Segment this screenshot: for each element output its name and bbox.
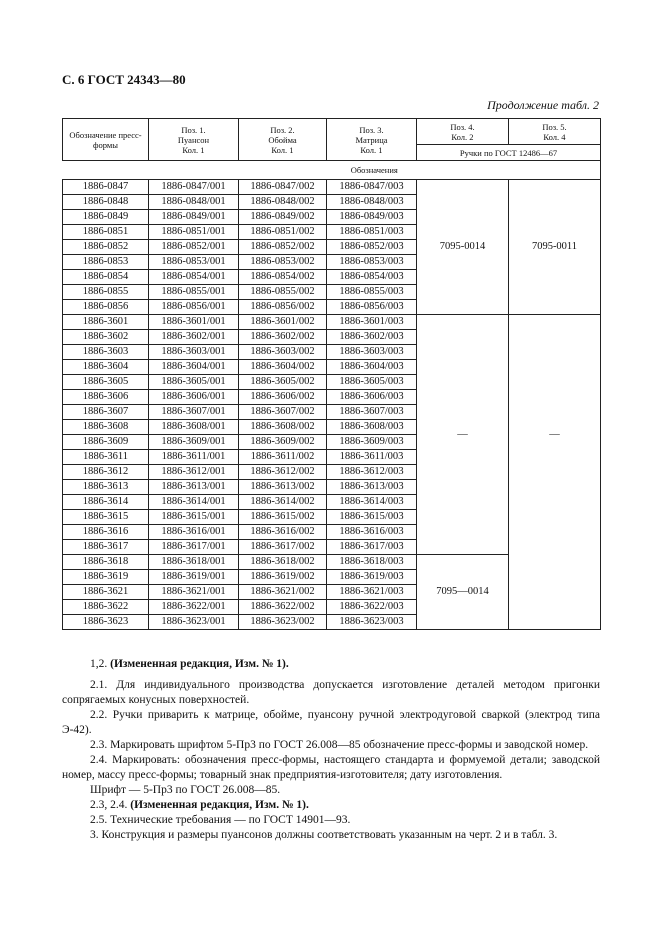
punch-cell: 1886-0851/001 <box>149 225 239 240</box>
punch-cell: 1886-3609/001 <box>149 435 239 450</box>
die-cell: 1886-3616/003 <box>327 525 417 540</box>
die-cell: 1886-3611/003 <box>327 450 417 465</box>
holder-cell: 1886-0855/002 <box>239 285 327 300</box>
holder-cell: 1886-3621/002 <box>239 585 327 600</box>
die-cell: 1886-0852/003 <box>327 240 417 255</box>
table-row <box>63 180 601 195</box>
holder-cell: 1886-3614/002 <box>239 495 327 510</box>
col-pos5-header: Поз. 5. Кол. 4 <box>509 119 601 145</box>
holder-cell: 1886-3606/002 <box>239 390 327 405</box>
mold-designation-cell: 1886-3619 <box>63 570 149 585</box>
holder-cell: 1886-3617/002 <box>239 540 327 555</box>
holder-cell: 1886-3618/002 <box>239 555 327 570</box>
die-cell: 1886-3617/003 <box>327 540 417 555</box>
die-cell: 1886-3612/003 <box>327 465 417 480</box>
mold-designation-cell: 1886-3622 <box>63 600 149 615</box>
mold-designation-cell: 1886-3616 <box>63 525 149 540</box>
holder-cell: 1886-3619/002 <box>239 570 327 585</box>
holder-cell: 1886-3604/002 <box>239 360 327 375</box>
mold-designation-cell: 1886-3615 <box>63 510 149 525</box>
note-2-1: 2.1. Для индивидуального производства допускается изготовление деталей методом пригонки сопрягаемых конусных поверхностей. <box>62 679 600 706</box>
holder-cell: 1886-3603/002 <box>239 345 327 360</box>
mold-designation-cell: 1886-0851 <box>63 225 149 240</box>
punch-cell: 1886-3616/001 <box>149 525 239 540</box>
punch-cell: 1886-3608/001 <box>149 420 239 435</box>
punch-cell: 1886-0855/001 <box>149 285 239 300</box>
note-amendment-1-2: 1,2. (Измененная редакция, Изм. № 1). <box>90 658 289 670</box>
table-row <box>63 315 601 330</box>
punch-cell: 1886-3617/001 <box>149 540 239 555</box>
die-cell: 1886-3614/003 <box>327 495 417 510</box>
holder-cell: 1886-3623/002 <box>239 615 327 630</box>
designations-subheader: Обозначения <box>63 161 601 180</box>
holder-cell: 1886-0848/002 <box>239 195 327 210</box>
punch-cell: 1886-3614/001 <box>149 495 239 510</box>
punch-cell: 1886-0849/001 <box>149 210 239 225</box>
mold-designation-cell: 1886-0855 <box>63 285 149 300</box>
die-cell: 1886-0856/003 <box>327 300 417 315</box>
mold-designation-cell: 1886-3612 <box>63 465 149 480</box>
die-cell: 1886-3609/003 <box>327 435 417 450</box>
die-cell: 1886-0847/003 <box>327 180 417 195</box>
holder-cell: 1886-3612/002 <box>239 465 327 480</box>
mold-designation-cell: 1886-3605 <box>63 375 149 390</box>
holder-cell: 1886-3605/002 <box>239 375 327 390</box>
die-cell: 1886-3619/003 <box>327 570 417 585</box>
holder-cell: 1886-3611/002 <box>239 450 327 465</box>
table-continuation-label: Продолжение табл. 2 <box>487 98 599 112</box>
pos4-handle-cell: 7095-0014 <box>417 180 509 315</box>
mold-designation-cell: 1886-0852 <box>63 240 149 255</box>
punch-cell: 1886-3601/001 <box>149 315 239 330</box>
mold-designation-cell: 1886-0849 <box>63 210 149 225</box>
note-2-4: 2.4. Маркировать: обозначения пресс-формы, настоящего стандарта и формуемой детали; заводской номер, массу пресс-формы; товарный знак предприятия-изготовителя; дату изготовления. <box>62 754 600 781</box>
mold-designation-cell: 1886-3617 <box>63 540 149 555</box>
note-2-3: 2.3. Маркировать шрифтом 5-Пр3 по ГОСТ 26.008—85 обозначение пресс-формы и заводской номер. <box>90 739 589 751</box>
mold-designation-cell: 1886-0848 <box>63 195 149 210</box>
col-pos4-header: Поз. 4. Кол. 2 <box>417 119 509 145</box>
die-cell: 1886-3622/003 <box>327 600 417 615</box>
mold-designation-cell: 1886-3604 <box>63 360 149 375</box>
mold-designation-cell: 1886-3602 <box>63 330 149 345</box>
mold-designation-cell: 1886-3621 <box>63 585 149 600</box>
mold-designation-cell: 1886-3601 <box>63 315 149 330</box>
mold-designation-cell: 1886-3618 <box>63 555 149 570</box>
holder-cell: 1886-3602/002 <box>239 330 327 345</box>
die-cell: 1886-3602/003 <box>327 330 417 345</box>
mold-designation-cell: 1886-3606 <box>63 390 149 405</box>
note-2-5: 2.5. Технические требования — по ГОСТ 14901—93. <box>90 814 351 826</box>
mold-designation-cell: 1886-3608 <box>63 420 149 435</box>
mold-designation-cell: 1886-3613 <box>63 480 149 495</box>
punch-cell: 1886-3613/001 <box>149 480 239 495</box>
note-amendment-2-3-2-4: 2.3, 2.4. (Измененная редакция, Изм. № 1). <box>90 799 309 811</box>
holder-cell: 1886-3616/002 <box>239 525 327 540</box>
punch-cell: 1886-0854/001 <box>149 270 239 285</box>
col-pos2-header: Поз. 2. Обойма Кол. 1 <box>239 119 327 161</box>
die-cell: 1886-0848/003 <box>327 195 417 210</box>
die-cell: 1886-3605/003 <box>327 375 417 390</box>
punch-cell: 1886-3612/001 <box>149 465 239 480</box>
mold-designation-cell: 1886-0853 <box>63 255 149 270</box>
punch-cell: 1886-3602/001 <box>149 330 239 345</box>
pos4-handle-cell: — <box>417 315 509 555</box>
mold-designation-cell: 1886-3603 <box>63 345 149 360</box>
holder-cell: 1886-0856/002 <box>239 300 327 315</box>
punch-cell: 1886-0856/001 <box>149 300 239 315</box>
mold-designation-cell: 1886-3609 <box>63 435 149 450</box>
mold-designation-cell: 1886-0854 <box>63 270 149 285</box>
note-3: 3. Конструкция и размеры пуансонов должны соответствовать указанным на черт. 2 и в табл. 3. <box>90 829 558 841</box>
mold-designation-cell: 1886-0847 <box>63 180 149 195</box>
mold-designation-cell: 1886-0856 <box>63 300 149 315</box>
punch-cell: 1886-3603/001 <box>149 345 239 360</box>
pos4-handle-cell: 7095—0014 <box>417 555 509 630</box>
pos5-handle-cell: 7095-0011 <box>509 180 601 315</box>
holder-cell: 1886-3622/002 <box>239 600 327 615</box>
die-cell: 1886-0854/003 <box>327 270 417 285</box>
die-cell: 1886-3604/003 <box>327 360 417 375</box>
punch-cell: 1886-0847/001 <box>149 180 239 195</box>
holder-cell: 1886-0849/002 <box>239 210 327 225</box>
handles-standard-header: Ручки по ГОСТ 12486—67 <box>417 145 601 161</box>
holder-cell: 1886-0851/002 <box>239 225 327 240</box>
punch-cell: 1886-3607/001 <box>149 405 239 420</box>
notes-section <box>62 657 600 843</box>
punch-cell: 1886-0848/001 <box>149 195 239 210</box>
mold-designation-cell: 1886-3614 <box>63 495 149 510</box>
holder-cell: 1886-0852/002 <box>239 240 327 255</box>
die-cell: 1886-3615/003 <box>327 510 417 525</box>
die-cell: 1886-3607/003 <box>327 405 417 420</box>
holder-cell: 1886-3615/002 <box>239 510 327 525</box>
mold-designation-cell: 1886-3607 <box>63 405 149 420</box>
die-cell: 1886-0851/003 <box>327 225 417 240</box>
die-cell: 1886-0855/003 <box>327 285 417 300</box>
holder-cell: 1886-3601/002 <box>239 315 327 330</box>
die-cell: 1886-3618/003 <box>327 555 417 570</box>
die-cell: 1886-0849/003 <box>327 210 417 225</box>
die-cell: 1886-3603/003 <box>327 345 417 360</box>
pos5-handle-cell: — <box>509 315 601 630</box>
punch-cell: 1886-3621/001 <box>149 585 239 600</box>
die-cell: 1886-3601/003 <box>327 315 417 330</box>
holder-cell: 1886-3613/002 <box>239 480 327 495</box>
holder-cell: 1886-0847/002 <box>239 180 327 195</box>
col-pos3-header: Поз. 3. Матрица Кол. 1 <box>327 119 417 161</box>
holder-cell: 1886-0854/002 <box>239 270 327 285</box>
punch-cell: 1886-0852/001 <box>149 240 239 255</box>
die-cell: 1886-0853/003 <box>327 255 417 270</box>
designations-table <box>62 118 601 630</box>
die-cell: 1886-3608/003 <box>327 420 417 435</box>
punch-cell: 1886-0853/001 <box>149 255 239 270</box>
table-body <box>63 180 601 630</box>
holder-cell: 1886-3609/002 <box>239 435 327 450</box>
die-cell: 1886-3606/003 <box>327 390 417 405</box>
holder-cell: 1886-0853/002 <box>239 255 327 270</box>
page-header: С. 6 ГОСТ 24343—80 <box>62 72 186 87</box>
holder-cell: 1886-3608/002 <box>239 420 327 435</box>
punch-cell: 1886-3623/001 <box>149 615 239 630</box>
punch-cell: 1886-3604/001 <box>149 360 239 375</box>
note-2-2: 2.2. Ручки приварить к матрице, обойме, пуансону ручной электродуговой сваркой (электрод типа Э-42). <box>62 709 600 736</box>
punch-cell: 1886-3606/001 <box>149 390 239 405</box>
punch-cell: 1886-3619/001 <box>149 570 239 585</box>
mold-designation-cell: 1886-3611 <box>63 450 149 465</box>
note-font: Шрифт — 5-Пр3 по ГОСТ 26.008—85. <box>90 784 281 796</box>
die-cell: 1886-3613/003 <box>327 480 417 495</box>
punch-cell: 1886-3611/001 <box>149 450 239 465</box>
holder-cell: 1886-3607/002 <box>239 405 327 420</box>
col-mold-designation-header: Обозначение пресс-формы <box>63 119 149 161</box>
die-cell: 1886-3621/003 <box>327 585 417 600</box>
punch-cell: 1886-3622/001 <box>149 600 239 615</box>
die-cell: 1886-3623/003 <box>327 615 417 630</box>
col-pos1-header: Поз. 1. Пуансон Кол. 1 <box>149 119 239 161</box>
mold-designation-cell: 1886-3623 <box>63 615 149 630</box>
punch-cell: 1886-3605/001 <box>149 375 239 390</box>
punch-cell: 1886-3618/001 <box>149 555 239 570</box>
punch-cell: 1886-3615/001 <box>149 510 239 525</box>
